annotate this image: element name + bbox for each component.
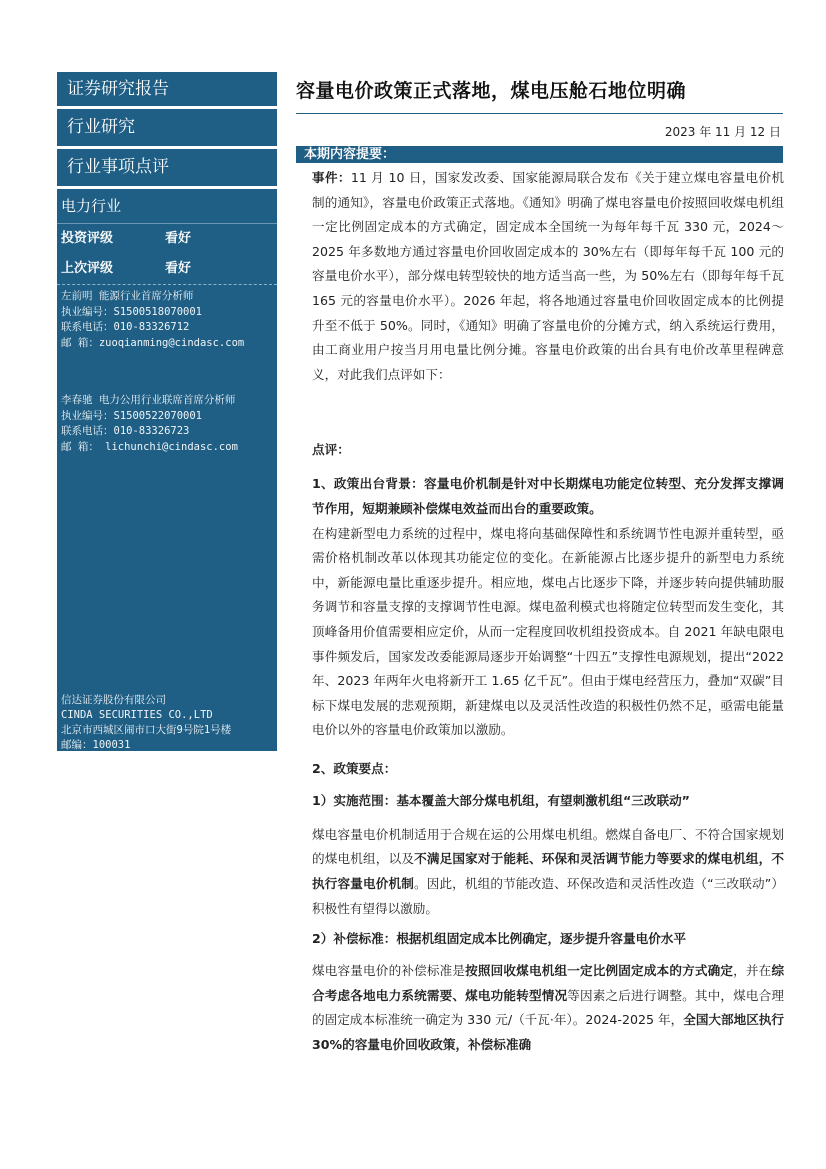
report-date: 2023 年 11 月 12 日: [664, 125, 781, 139]
previous-rating: [57, 254, 277, 284]
report-type: 证券研究报告: [57, 72, 277, 109]
section-1-heading: 1、政策出台背景：容量电价机制是针对中长期煤电功能定位转型、充分发挥支撑调节作用，短期兼顾补偿煤电效益而出台的重要政策。: [312, 476, 784, 516]
industry-block: [57, 189, 277, 284]
text-span: 煤电容量电价的补偿标准是: [312, 963, 466, 979]
review-heading: 点评：: [312, 442, 350, 458]
subsection-2-2-heading: 2）补偿标准：根据机组固定成本比例确定，逐步提升容量电价水平: [312, 931, 686, 947]
company-postcode: 邮编：100031: [61, 739, 131, 751]
text-span: 等因素之后进行调整。其中，煤电合理的固定成本标准统一确定为 330 元/（千瓦·年）。2024-2025 年，: [312, 987, 785, 1028]
analyst-phone: 联系电话：010-83326712: [61, 321, 190, 333]
report-subcategory: 行业事项点评: [57, 149, 277, 189]
company-address: 北京市西城区闹市口大街9号院1号楼: [61, 724, 232, 736]
investment-rating: [57, 224, 277, 254]
analyst-name: 左前明 能源行业首席分析师: [61, 290, 194, 302]
page-title: 容量电价政策正式落地，煤电压舱石地位明确: [296, 80, 687, 102]
text-span: ，并在: [733, 963, 772, 979]
text-span: 煤电容量电价机制适用于合规在运的公用煤电机组。燃煤自备电厂、不符合国家规划的煤电机组，以及: [312, 826, 784, 867]
analyst-name: 李春驰 电力公用行业联席首席分析师: [61, 394, 236, 406]
sidebar: [57, 72, 277, 808]
bold-span: 不满足国家对于能耗、环保和灵活调节能力等要求的煤电机组，不执行容量电价机制: [312, 851, 785, 892]
analyst-list: [57, 284, 277, 687]
rating-value: 看好: [165, 231, 192, 246]
analyst-email[interactable]: 邮 箱： lichunchi@cindasc.com: [61, 440, 238, 453]
analyst-email[interactable]: 邮 箱：zuoqianming@cindasc.com: [61, 336, 245, 349]
bold-span: 综合考虑各地电力系统需要、煤电功能转型情况: [312, 963, 785, 1003]
report-body: [312, 166, 784, 1058]
analyst-phone: 联系电话：010-83326723: [61, 425, 190, 437]
bold-span: 全国大部地区执行 30%的容量电价回收政策，补偿标准确: [312, 1012, 784, 1053]
company-name-en: CINDA SECURITIES CO.,LTD: [61, 709, 213, 721]
company-name-cn: 信达证券股份有限公司: [61, 694, 166, 706]
event-paragraph: [312, 166, 784, 387]
rating-label: 上次评级: [61, 261, 114, 276]
section-1-text: 在构建新型电力系统的过程中，煤电将向基础保障性和系统调节性电源并重转型，亟需价格机制改革以体现其功能定位的变化。在新能源占比逐步提升的新型电力系统中，新能源电量比重逐步提升。相应地，煤电占比逐步下降，并逐步转向提供辅助服务调节和容量支撑的支撑调节性电源。煤电盈利模式也将随定位转型而发生变化，其顶峰备用价值需要相应定价，从而一定程度回收机组投资成本。自 2021 年缺电限电事件频发后，国家发改委能源局逐步开始调整“十四五”支撑性电源规划，提出“2022 年、2023 年两年火电将新开工 1.65 亿千瓦”。但由于煤电经营压力，叠加“双碳”目标下煤电发展的悲观预期，新建煤电以及灵活性改造的积极性仍然不足，亟需电能量电价以外的容量电价政策加以激励。: [312, 525, 784, 738]
analyst-license: 执业编号：S1500518070001: [61, 305, 203, 318]
summary-heading: 本期内容提要：: [296, 146, 783, 163]
rating-value: 看好: [165, 261, 192, 276]
event-text: 11 月 10 日，国家发改委、国家能源局联合发布《关于建立煤电容量电价机制的通知》，容量电价政策正式落地。《通知》明确了煤电容量电价按照回收煤电机组一定比例固定成本的方式确定，固定成本全国统一为每年每千瓦 330 元，2024～2025 年多数地方通过容量电价回收固定成本的 30%左右（即每年每千瓦 100 元的容量电价水平），部分煤电转型较快的地方适当高一些，为 50%左右（即每年每千瓦 165 元的容量电价水平）。2026 年起，将各地通过容量电价回收固定成本的比例提升至不低于 50%。同时，《通知》明确了容量电价的分摊方式，纳入系统运行费用，由工商业用户按当月用电量比例分摊。容量电价政策的出台具有电价改革里程碑意义，对此我们点评如下：: [312, 170, 785, 382]
subsection-2-1-heading: 1）实施范围：基本覆盖大部分煤电机组，有望刺激机组“三改联动”: [312, 792, 690, 808]
title-divider: [296, 113, 783, 114]
bold-span: 按照回收煤电机组一定比例固定成本的方式确定: [465, 963, 734, 979]
analyst-license: 执业编号：S1500522070001: [61, 409, 203, 422]
rating-label: 投资评级: [61, 231, 114, 246]
section-2-heading: 2、政策要点：: [312, 760, 397, 776]
text-span: 。因此，机组的节能改造、环保改造和灵活性改造（“三改联动”）积极性有望得以激励。: [312, 876, 784, 916]
industry-name: 电力行业: [57, 189, 277, 224]
report-category: 行业研究: [57, 109, 277, 149]
event-label: 事件：: [312, 170, 351, 185]
subsection-2-2-text: [312, 959, 784, 1057]
subsection-2-1-text: [312, 823, 784, 921]
company-info: [57, 687, 277, 751]
